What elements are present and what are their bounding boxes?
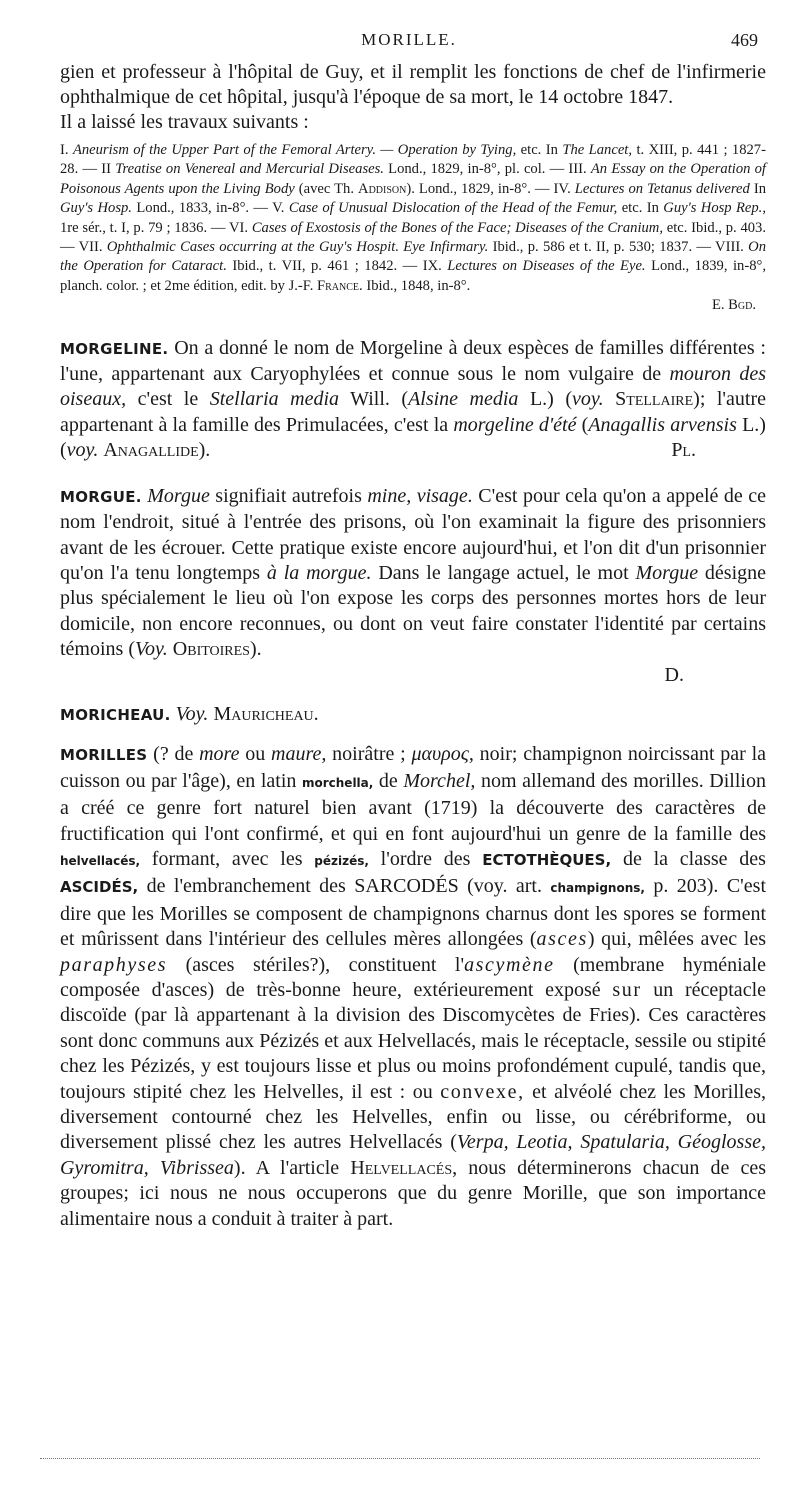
running-title: MORILLE. xyxy=(361,30,457,49)
entry-morgue: MORGUE. Morgue signifiait autrefois mine, visage. C'est pour cela qu'on a appelé de ce nom l'endroit, situé à l'entrée des prisons, où l'on examinait la figure des prisonniers avant de les écrouer. Cette pratique existe encore aujourd'hui, et l'on dit d'un prisonnier qu'on l'a tenu longtemps à la morgue. Dans le langage actuel, le mot Morgue désigne plus spécialement le lieu où l'on expose les corps des personnes mortes hors de leur domicile, non encore reconnues, ou dont on veut faire constater l'identité par certains témoins (Voy. Obitoires). D. xyxy=(60,484,766,688)
biography-paragraph: gien et professeur à l'hôpital de Guy, et il remplit les fonctions de chef de l'infirmerie ophthalmique de cet hôpital, jusqu'à l'époque de sa mort, le 14 octobre 1847. xyxy=(60,61,766,108)
bibliography-list: I. Aneurism of the Upper Part of the Femoral Artery. — Operation by Tying, etc. In The Lancet, t. XIII, p. 441 ; 1827-28. — II Treatise on Venereal and Mercurial Diseases. Lond., 1829, in-8°, pl. col. — III. An Essay on the Operation of Poisonous Agents upon the Living Body (avec Th. Addison). Lond., 1829, in-8°. — IV. Lectures on Tetanus delivered In Guy's Hosp. Lond., 1833, in-8°. — V. Case of Unusual Dislocation of the Head of the Femur, etc. In Guy's Hosp Rep., 1re sér., t. I, p. 79 ; 1836. — VI. Cases of Exostosis of the Bones of the Face; Diseases of the Cranium, etc. Ibid., p. 403. — VII. Ophthalmic Cases occurring at the Guy's Hospit. Eye Infirmary. Ibid., p. 586 et t. II, p. 530; 1837. — VIII. On the Operation for Cataract. Ibid., t. VII, p. 461 ; 1842. — IX. Lectures on Diseases of the Eye. Lond., 1839, in-8°, planch. color. ; et 2me édition, edit. by J.-F. France. Ibid., 1848, in-8°. xyxy=(60,142,767,294)
text-column xyxy=(60,60,766,1232)
page-number: 469 xyxy=(731,30,758,50)
author-signature: Pl. xyxy=(671,439,696,462)
running-head xyxy=(60,30,758,56)
entry-morilles: MORILLES (? de more ou maure, noirâtre ; μαυρος, noir; champignon noircissant par la cuisson ou par l'âge), en latin morchella, de Morchel, nom allemand des morilles. Dillion a créé ce genre fort naturel bien avant (1719) la découverte des caractères de fructification qui l'ont confirmé, et qui en font aujourd'hui un genre de la famille des helvellacés, formant, avec les pézizés, l'ordre des ECTOTHÈQUES, de la classe des ASCIDÉS, de l'embranchement des SARCODÉS (voy. art. champignons, p. 203). C'est dire que les Morilles se composent de champignons charnus dont les spores se forment et mûrissent dans l'intérieur des cellules mères allongées (asces) qui, mêlées avec les paraphyses (asces stériles?), constituent l'ascymène (membrane hyméniale composée d'asces) de très-bonne heure, extérieurement exposé sur un réceptacle discoïde (par là appartenant à la division des Discomycètes de Fries). Ces caractères sont donc communs aux Pézizés et aux Helvellacés, mais le réceptacle, sessile ou stipité chez les Pézizés, y est toujours lisse et plus ou moins profondément cupulé, tandis que, toujours stipité chez les Helvelles, il est : ou convexe, et alvéolé chez les Morilles, diversement contourné chez les Helvelles, enfin ou lisse, ou cérébriforme, ou diversement plissé chez les autres Helvellacés (Verpa, Leotia, Spatularia, Géoglosse, Gyromitra, Vibrissea). A l'article Helvellacés, nous déterminerons chacun de ces groupes; ici nous ne nous occuperons que du genre Morille, que son importance alimentaire nous a conduit à traiter à part. xyxy=(60,743,767,1230)
entry-headword: MORGELINE. xyxy=(60,339,169,358)
author-signature: D. xyxy=(664,663,684,686)
entry-morgeline: MORGELINE. On a donné le nom de Morgeline à deux espèces de familles différentes : l'une, appartenant aux Caryophylées et connue sous le nom vulgaire de mouron des oiseaux, c'est le Stellaria media Will. (Alsine media L.) (voy. Stellaire); l'autre appartenant à la famille des Primulacées, c'est la morgeline d'été (Anagallis arvensis L.) (voy. Anagallide). Pl. xyxy=(60,336,766,464)
entry-moricheau: MORICHEAU. Voy. Mauricheau. xyxy=(60,702,319,725)
entry-headword: MORGUE. xyxy=(60,487,142,506)
entry-headword: MORILLES xyxy=(60,746,148,765)
entry-headword: MORICHEAU. xyxy=(60,705,171,724)
works-intro: Il a laissé les travaux suivants : xyxy=(60,111,309,133)
footer-dotted-rule xyxy=(40,1458,760,1459)
author-signature: E. Bgd. xyxy=(711,297,756,314)
biography-continuation xyxy=(60,60,766,135)
bibliography xyxy=(60,141,766,316)
